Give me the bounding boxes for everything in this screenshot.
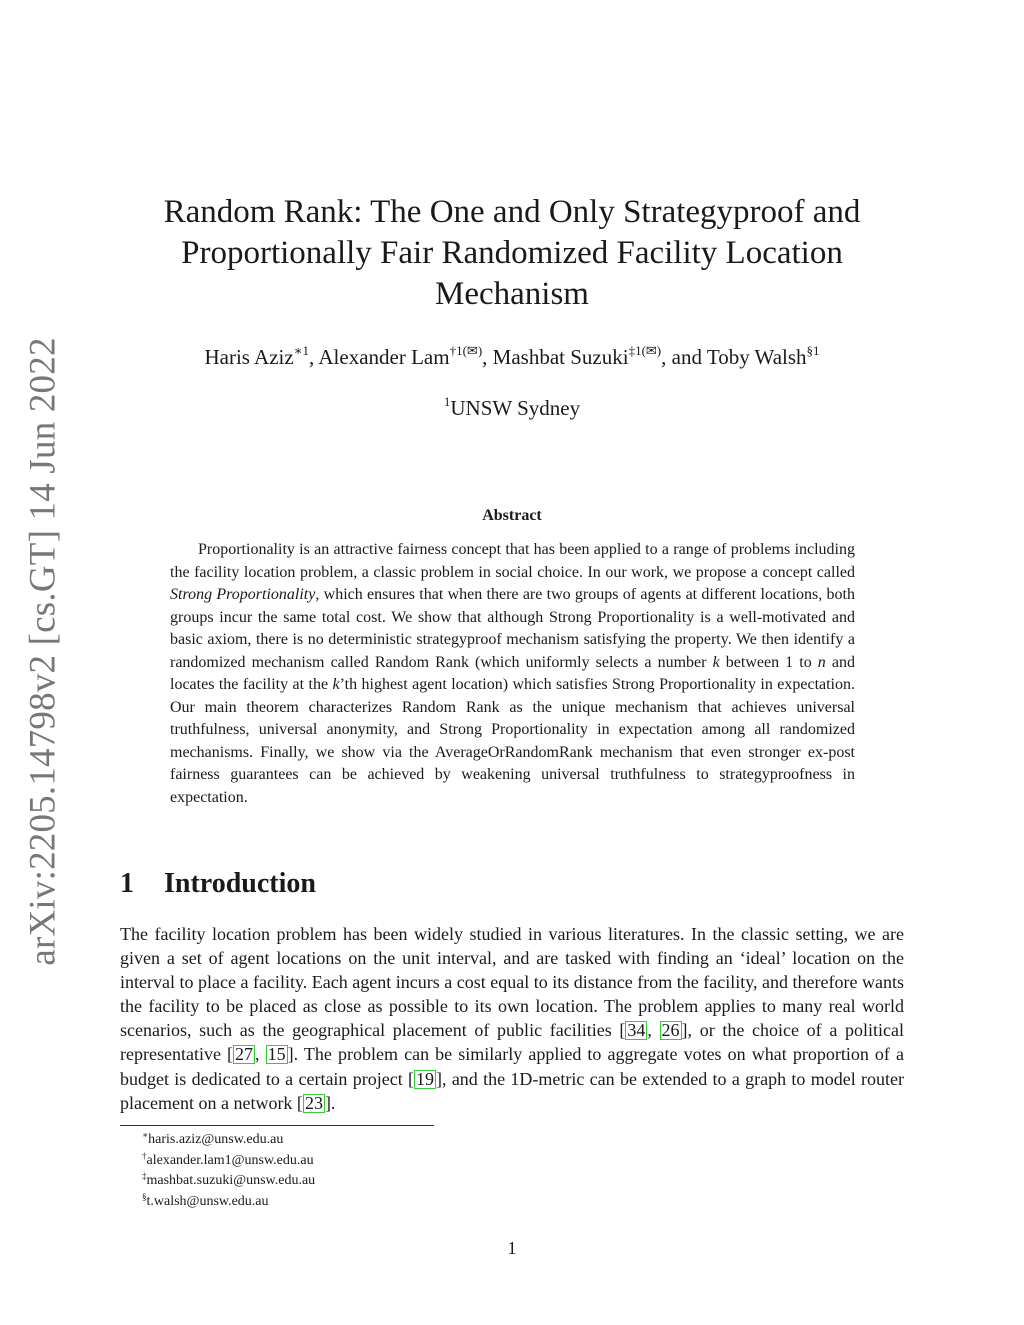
citation-link[interactable]: 26 [661, 1020, 680, 1041]
footnote-email: haris.aziz@unsw.edu.au [148, 1132, 284, 1147]
abstract-text: between 1 to [719, 653, 818, 671]
author-name: Alexander Lam [318, 345, 450, 369]
footnote-item [142, 1192, 315, 1213]
abstract-text: Proportionality is an attractive fairness concept that has been applied to a range of problems including the facility location problem, a classic problem in social choice. In our work, we propose a concept called [170, 541, 855, 581]
abstract-text: and locates the facility at the [170, 653, 855, 693]
page-number: 1 [507, 1238, 517, 1258]
author-name: Mashbat Suzuki [492, 345, 629, 369]
citation-link[interactable]: 19 [416, 1068, 435, 1089]
citation-separator: , [255, 1044, 266, 1065]
intro-text: ]. [324, 1092, 336, 1113]
author-list [120, 343, 904, 371]
abstract-text: ’th highest agent location) which satisfies Strong Proportionality in expectation. Our main theorem characterizes Random Rank as the unique mechanism that achieves universal truthfulness, universal anonymity, and Strong Proportionality in expectation among all randomized mechanisms. Finally, we show via the AverageOrRandomRank mechanism that even stronger ex-post fairness guarantees can be achieved by weakening universal truthfulness to strategyproofness in expectation. [170, 676, 855, 806]
citation-link[interactable]: 27 [235, 1044, 254, 1065]
footnote-item [142, 1171, 315, 1192]
arxiv-identifier-text: arXiv:2205.14798v2 [cs.GT] 14 Jun 2022 [22, 336, 64, 966]
author-separator: , and [661, 345, 707, 369]
author-mark: ‡1(✉) [628, 343, 662, 358]
footnote-mark: § [142, 1191, 147, 1202]
author-name: Haris Aziz [204, 345, 294, 369]
abstract-heading: Abstract [482, 507, 542, 524]
section-number: 1 [120, 868, 134, 899]
arxiv-identifier [18, 336, 68, 966]
math-variable: k [712, 653, 720, 671]
affiliation-mark: 1 [443, 394, 451, 409]
author-name: Toby Walsh [706, 345, 807, 369]
intro-text: ]. The problem can be similarly applied to aggregate votes on what proportion of a budget is dedicated to a certain project [ [120, 1044, 905, 1089]
section-heading [120, 868, 316, 900]
intro-text: ], or the choice of a political representative [ [120, 1020, 904, 1065]
footnote-mark: ‡ [142, 1171, 147, 1181]
author-mark: †1(✉) [449, 343, 483, 358]
footnotes [142, 1130, 315, 1212]
abstract-body [170, 539, 855, 809]
title-line-2: Proportionally Fair Randomized Facility Location [181, 235, 843, 271]
footnote-email: t.walsh@unsw.edu.au [146, 1193, 269, 1209]
author-mark: ∗1 [293, 343, 310, 358]
intro-text: The facility location problem has been widely studied in various literatures. In the classic setting, we are given a set of agent locations on the unit interval, and are tasked with finding an ‘ideal’ location on the interval to place a facility. Each agent incurs a cost equal to its distance from the facility, and therefore wants the facility to be placed as close as possible to its own location. The problem applies to many real world scenarios, such as the geographical placement of public facilities [ [120, 924, 904, 1041]
footnote-email: mashbat.suzuki@unsw.edu.au [146, 1173, 316, 1188]
footnote-item [142, 1151, 315, 1172]
intro-text: ], and the 1D-metric can be extended to a graph to model router placement on a network [ [120, 1068, 904, 1113]
intro-paragraph [120, 922, 904, 1115]
citation-link[interactable]: 23 [304, 1092, 323, 1113]
abstract-emphasis: Strong Proportionality [170, 586, 316, 603]
section-title: Introduction [164, 868, 316, 899]
citation-link[interactable]: 15 [267, 1044, 286, 1065]
footnote-divider [120, 1125, 434, 1126]
citation-separator: , [647, 1020, 660, 1041]
title-line-1: Random Rank: The One and Only Strategyproof and [163, 194, 861, 230]
paper-title [120, 192, 904, 315]
math-variable: n [817, 653, 826, 671]
author-separator: , [309, 345, 319, 369]
author-mark: §1 [806, 343, 820, 358]
math-variable: k [332, 676, 340, 693]
footnote-email: alexander.lam1@unsw.edu.au [146, 1152, 314, 1168]
citation-link[interactable]: 34 [627, 1020, 646, 1041]
affiliation-name: UNSW Sydney [450, 396, 581, 420]
abstract-text: , which ensures that when there are two groups of agents at different locations, both groups incur the same total cost. We show that although Strong Proportionality is a well-motivated and basic axiom, there is no deterministic strategyproof mechanism satisfying the property. We then identify a randomized mechanism called Random Rank (which uniformly selects a number [170, 586, 856, 671]
footnote-item [142, 1130, 315, 1151]
footnote-mark: † [142, 1150, 147, 1161]
footnote-mark: ∗ [142, 1130, 149, 1140]
affiliation [120, 394, 904, 422]
title-line-3: Mechanism [435, 276, 589, 312]
author-separator: , [482, 345, 493, 369]
